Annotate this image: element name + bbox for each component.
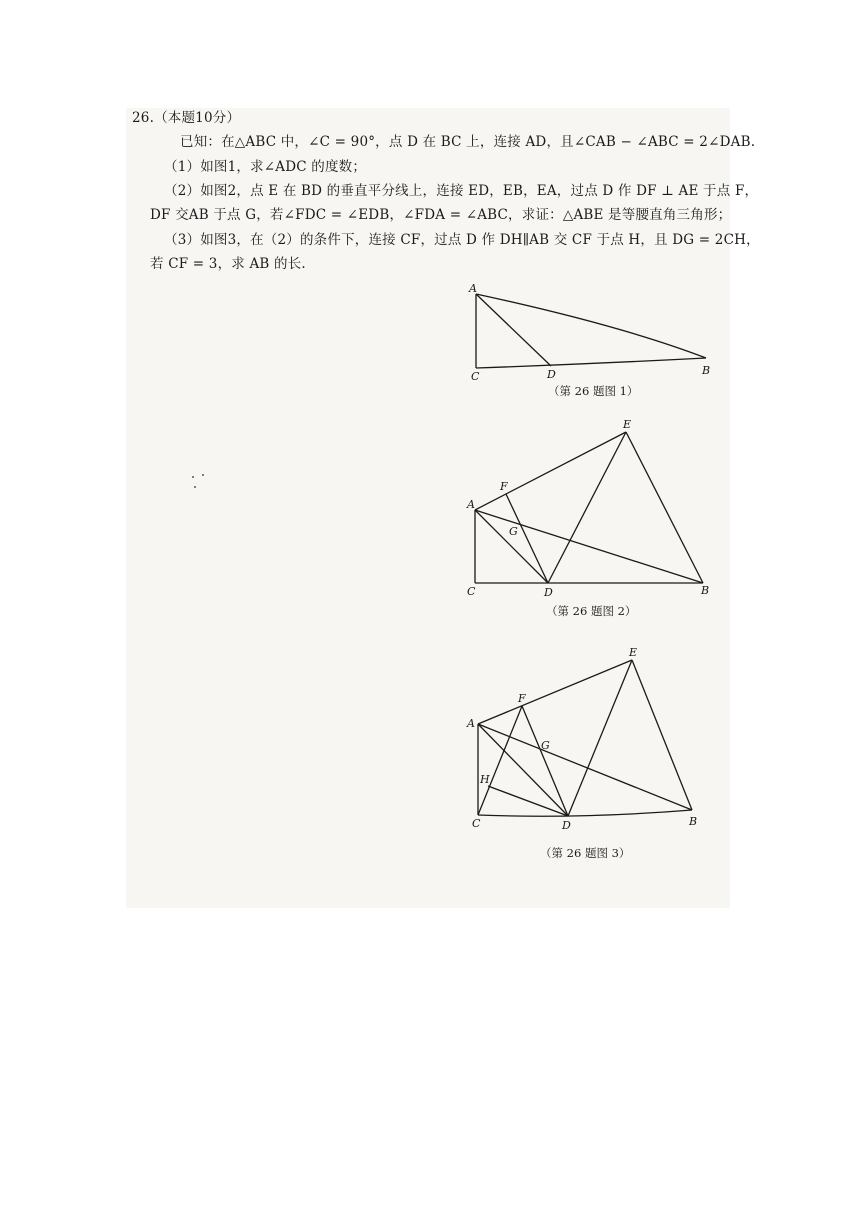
fig3-caption: （第 26 题图 3）	[540, 846, 631, 860]
fig2-segment-ae	[475, 432, 626, 510]
scan-speck	[202, 474, 204, 476]
fig3-segment-ad	[478, 724, 568, 816]
fig3-label-a: A	[467, 717, 475, 730]
fig3-label-e: E	[629, 646, 638, 659]
fig3-segment-cb	[478, 810, 692, 816]
fig2-label-a: A	[467, 498, 475, 511]
fig3-segment-eb	[632, 660, 692, 810]
fig1-segment-cb	[476, 358, 706, 368]
fig2-caption: （第 26 题图 2）	[546, 604, 637, 618]
problem-part3-line1: （3）如图3，在（2）的条件下，连接 CF，过点 D 作 DH∥AB 交 CF 于点 H，且 DG = 2CH，	[164, 232, 760, 248]
fig1-segment-ad	[476, 294, 551, 366]
fig2-label-d: D	[544, 586, 553, 599]
fig1-segment-ab	[476, 294, 706, 358]
problem-part3-line2: 若 CF = 3，求 AB 的长.	[150, 256, 306, 272]
fig2-segment-eb	[626, 432, 703, 583]
fig3-segment-ed	[568, 660, 632, 816]
problem-header: 26.（本题10分）	[132, 110, 241, 126]
fig2-label-c: C	[467, 585, 476, 598]
scan-speck	[192, 476, 194, 478]
problem-given: 已知：在△ABC 中，∠C = 90°，点 D 在 BC 上，连接 AD，且∠CAB − ∠ABC = 2∠DAB.	[180, 134, 756, 150]
fig2-segment-ab	[475, 510, 703, 583]
fig2-label-e: E	[623, 418, 632, 431]
fig2-label-f: F	[500, 480, 508, 493]
problem-part2-line1: （2）如图2，点 E 在 BD 的垂直平分线上，连接 ED，EB，EA，过点 D 作 DF ⊥ AE 于点 F，	[164, 183, 759, 199]
scan-speck	[194, 486, 196, 488]
fig3-segment-fd	[522, 706, 568, 816]
fig3-label-f: F	[518, 692, 526, 705]
fig2-label-b: B	[701, 584, 710, 597]
figure-1	[476, 294, 706, 368]
figure-3	[478, 660, 692, 816]
fig1-label-d: D	[547, 368, 556, 381]
fig3-label-g: G	[541, 739, 550, 752]
problem-part1: （1）如图1，求∠ADC 的度数；	[164, 159, 367, 175]
fig3-label-h: H	[480, 773, 490, 786]
fig3-segment-hd	[488, 786, 568, 816]
fig1-label-c: C	[471, 370, 480, 383]
fig1-label-b: B	[702, 364, 711, 377]
fig3-segment-ae	[478, 660, 632, 724]
figure-2	[475, 432, 703, 583]
fig1-label-a: A	[469, 282, 477, 295]
problem-part2-line2: DF 交AB 于点 G，若∠FDC = ∠EDB，∠FDA = ∠ABC，求证：△ABE 是等腰直角三角形；	[150, 207, 732, 223]
fig3-label-c: C	[472, 817, 481, 830]
fig2-label-g: G	[509, 525, 518, 538]
fig3-label-b: B	[689, 815, 698, 828]
fig2-segment-ad	[475, 510, 548, 583]
fig2-segment-fd	[506, 494, 548, 583]
fig3-label-d: D	[562, 819, 571, 832]
fig2-segment-ed	[548, 432, 626, 583]
fig3-segment-cf	[478, 706, 522, 815]
fig1-caption: （第 26 题图 1）	[548, 384, 639, 398]
